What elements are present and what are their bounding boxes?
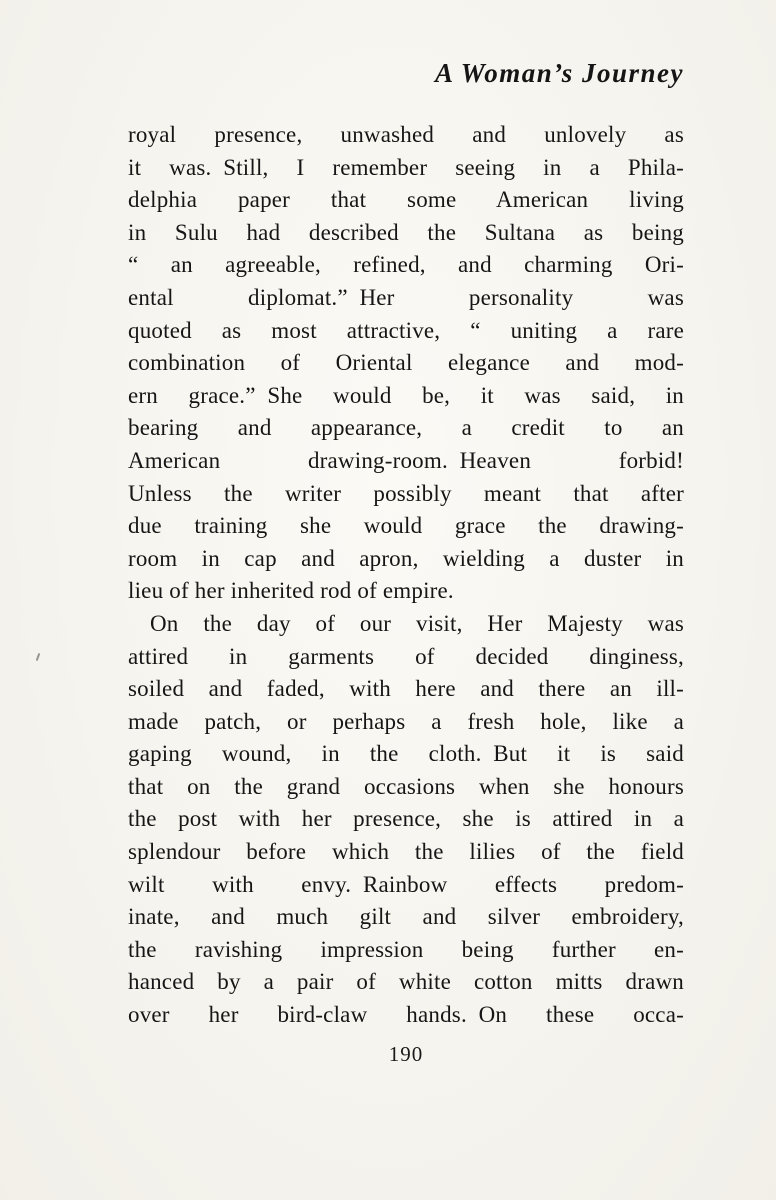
text-line: soiled and faded, with here and there an ill-: [128, 676, 684, 702]
text-line: quoted as most attractive, “ uniting a rare: [128, 317, 684, 343]
text-line: royal presence, unwashed and unlovely as: [128, 122, 684, 147]
text-line: delphia paper that some American living: [128, 187, 684, 213]
text-line: bearing and appearance, a credit to an: [128, 415, 684, 441]
text-line: attired in garments of decided dinginess,: [128, 643, 684, 669]
text-line: inate, and much gilt and silver embroidery,: [128, 904, 684, 930]
text-line: made patch, or perhaps a fresh hole, like a: [128, 708, 684, 734]
text-line: splendour before which the lilies of the field: [128, 839, 684, 865]
page-number: 190: [388, 1042, 424, 1066]
text-line: gaping wound, in the cloth. But it is said: [128, 741, 684, 767]
body-text: [128, 119, 684, 1032]
text-line: Unless the writer possibly meant that after: [128, 480, 684, 506]
text-line: in Sulu had described the Sultana as being: [128, 219, 684, 245]
text-line: ern grace.” She would be, it was said, in: [128, 382, 684, 408]
text-line: it was. Still, I remember seeing in a Phila-: [128, 154, 684, 180]
text-line: hanced by a pair of white cotton mitts drawn: [128, 969, 684, 995]
text-line: lieu of her inherited rod of empire.: [128, 578, 454, 604]
text-line: ental diplomat.” Her personality was: [128, 284, 684, 310]
text-line: due training she would grace the drawing-: [128, 513, 684, 539]
text-line: combination of Oriental elegance and mod-: [128, 350, 684, 376]
scan-artifact: [36, 653, 41, 661]
text-line: the ravishing impression being further en-: [128, 936, 684, 962]
text-line: room in cap and apron, wielding a duster in: [128, 545, 684, 571]
running-head: A Woman’s Journey: [434, 58, 684, 88]
text-line: On the day of our visit, Her Majesty was: [150, 610, 684, 636]
text-line: over her bird-claw hands. On these occa-: [128, 1002, 684, 1028]
text-line: that on the grand occasions when she honours: [128, 773, 684, 799]
text-line: “ an agreeable, refined, and charming Ori-: [128, 252, 684, 278]
text-line: wilt with envy. Rainbow effects predom-: [128, 871, 684, 897]
text-line: American drawing-room. Heaven forbid!: [128, 447, 684, 473]
text-line: the post with her presence, she is attired in a: [128, 806, 684, 832]
